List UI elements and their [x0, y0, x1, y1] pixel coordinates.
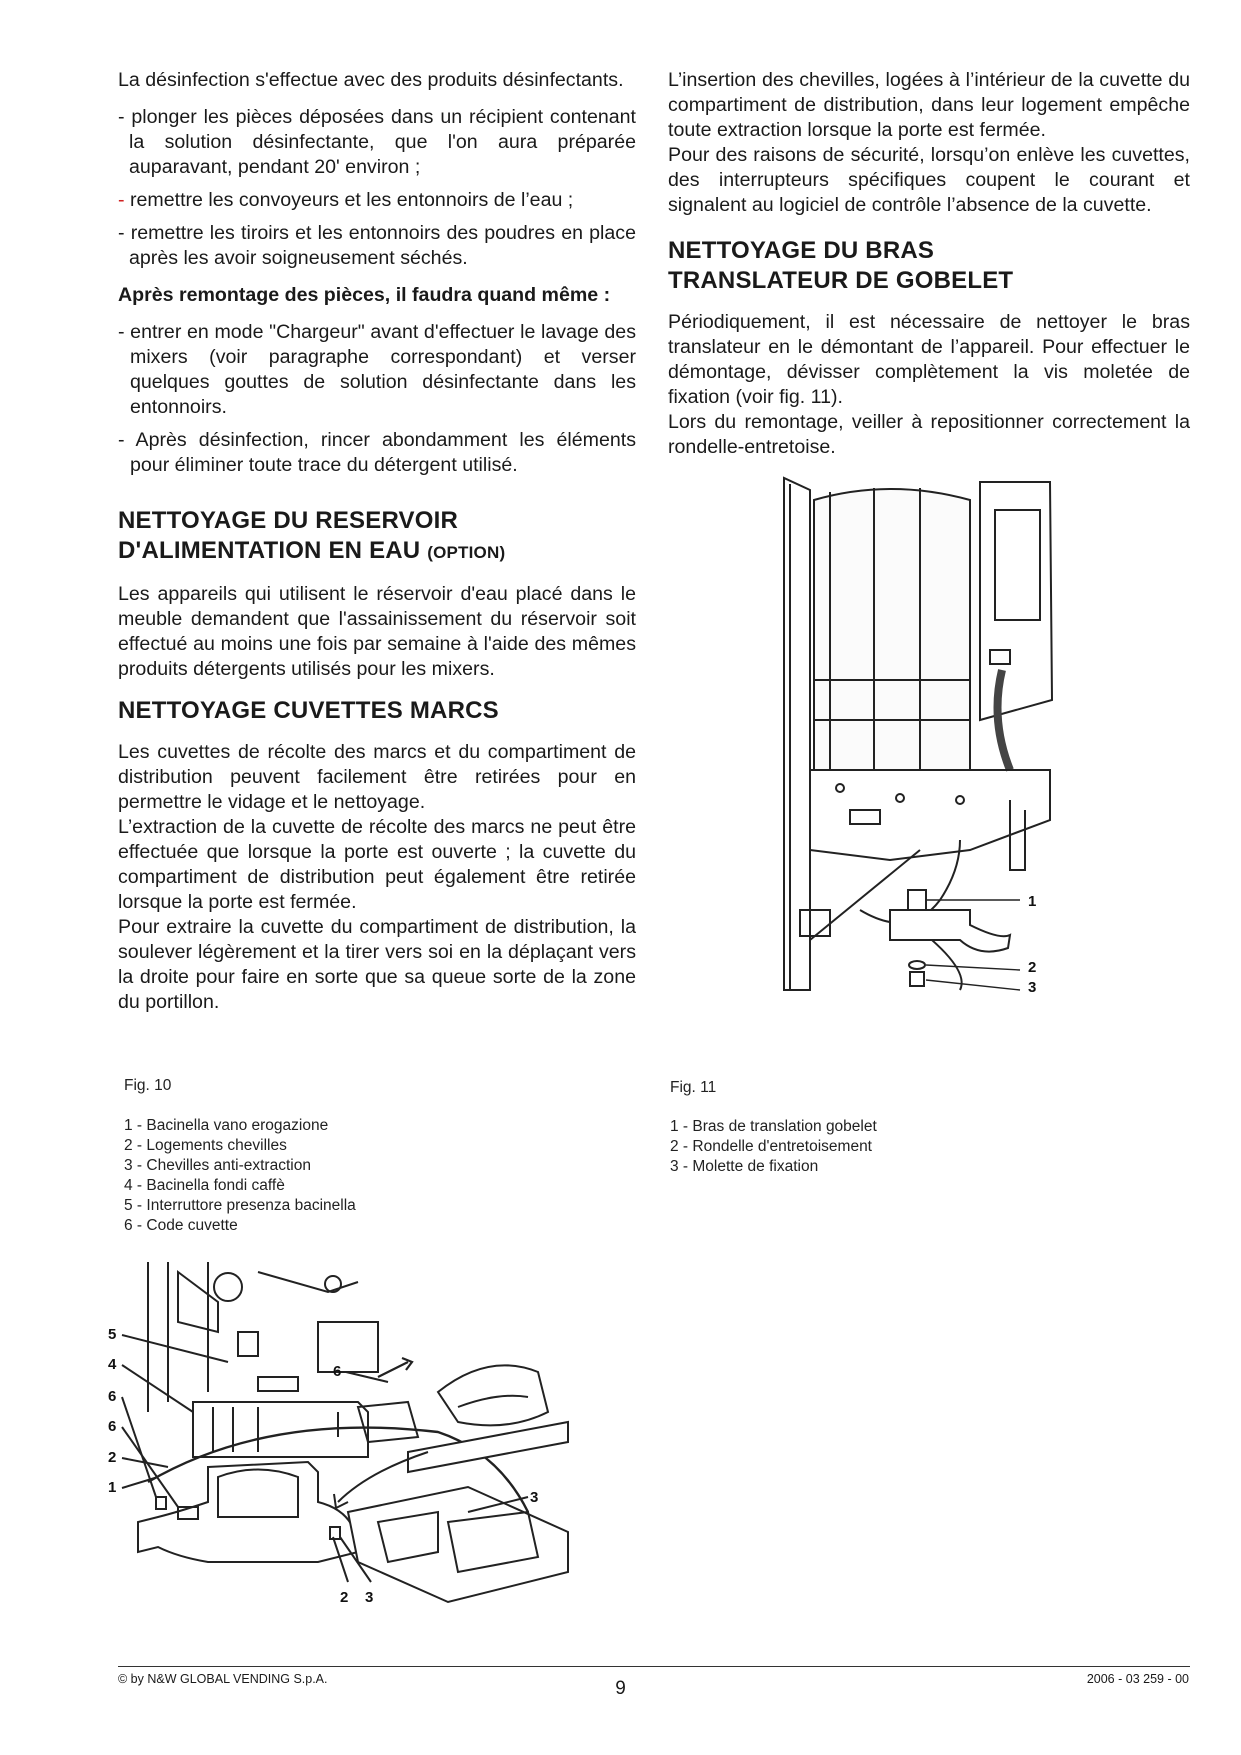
- page-number: 9: [615, 1678, 626, 1699]
- fig11-legend-item: 3 - Molette de fixation: [670, 1158, 819, 1175]
- fig10-legend-item: 5 - Interruttore presenza bacinella: [124, 1197, 356, 1214]
- reservoir-body: Les appareils qui utilisent le réservoir d'eau placé dans le meuble demandent que l'assainissement du réservoir soit effectué au moins une fois par semaine à l'aide des mêmes produits détergents utilisés pour les mixers.: [118, 583, 636, 680]
- footer-copyright: © by N&W GLOBAL VENDING S.p.A.: [118, 1672, 328, 1686]
- after-bullet-chargeur: - entrer en mode "Chargeur" avant d'effectuer le lavage des mixers (voir paragraphe correspondant) et verser quelques gouttes de solution désinfectante dans les entonnoirs.: [118, 321, 636, 418]
- cuvettes-paragraph-2: L’extraction de la cuvette de récolte des marcs ne peut être effectuée que lorsque la porte est ouverte ; la cuvette du compartiment de distribution peut également être retirée lorsque la porte est fermée.: [118, 816, 636, 913]
- fig10-legend: [124, 1116, 356, 1236]
- bullet-plonger: - plonger les pièces déposées dans un récipient contenant la solution désinfectante, que l'on aura préparée auparavant, pendant 20' environ ;: [118, 106, 636, 178]
- fig10-callout-6b: 6: [108, 1418, 117, 1435]
- document-code: 2006 - 03 259 - 00: [1086, 1672, 1189, 1686]
- left-column: [118, 68, 636, 1015]
- fig11-callout-3: 3: [1028, 979, 1037, 996]
- section-title-reservoir: NETTOYAGE DU RESERVOIR D'ALIMENTATION EN EAU (OPTION): [118, 507, 506, 564]
- fig11-illustration: [770, 470, 1100, 1000]
- bras-paragraph-2: Lors du remontage, veiller à repositionner correctement la rondelle-entretoise.: [668, 411, 1190, 458]
- fig10-illustration: [108, 1262, 648, 1632]
- cuvettes-paragraph-1: Les cuvettes de récolte des marcs et du compartiment de distribution peuvent facilement être retirées pour en permettre le vidage et le nettoyage.: [118, 741, 636, 813]
- fig11-caption: Fig. 11: [670, 1079, 717, 1096]
- fig10-legend-item: 1 - Bacinella vano erogazione: [124, 1117, 329, 1134]
- bullet-remettre-convoyeurs: - remettre les convoyeurs et les entonnoirs de l’eau ;: [118, 189, 574, 211]
- after-heading: Après remontage des pièces, il faudra quand même :: [118, 284, 611, 306]
- fig10-callout-2-bottom: 2: [340, 1589, 349, 1606]
- fig10-legend-item: 3 - Chevilles anti-extraction: [124, 1157, 311, 1174]
- cup-arm-drawing: [770, 470, 1100, 1000]
- section-title-cuvettes: NETTOYAGE CUVETTES MARCS: [118, 697, 499, 724]
- fig11-legend-item: 1 - Bras de translation gobelet: [670, 1118, 877, 1135]
- fig11-callout-1: 1: [1028, 893, 1037, 910]
- right-paragraph-2: Pour des raisons de sécurité, lorsqu’on enlève les cuvettes, des interrupteurs spécifiques coupent le courant et signalent au logiciel de contrôle l’absence de la cuvette.: [668, 144, 1190, 216]
- fig10-callout-3-bottom: 3: [365, 1589, 374, 1606]
- bullet-remettre-tiroirs: - remettre les tiroirs et les entonnoirs des poudres en place après les avoir soigneusement séchés.: [118, 222, 636, 269]
- fig10-legend-item: 4 - Bacinella fondi caffè: [124, 1177, 285, 1194]
- fig11-callout-2: 2: [1028, 959, 1037, 976]
- footer-divider: [118, 1666, 1190, 1667]
- option-label: (OPTION): [427, 543, 506, 562]
- intro-paragraph: La désinfection s'effectue avec des produits désinfectants.: [118, 69, 624, 91]
- fig10-callout-4: 4: [108, 1356, 117, 1373]
- fig11-legend-item: 2 - Rondelle d'entretoisement: [670, 1138, 872, 1155]
- right-paragraph-1: L’insertion des chevilles, logées à l’intérieur de la cuvette du compartiment de distribution, dans leur logement empêche toute extraction lorsque la porte est fermée.: [668, 69, 1190, 141]
- fig11-legend: [670, 1117, 877, 1177]
- right-column: [668, 68, 1190, 460]
- fig10-caption: Fig. 10: [124, 1077, 172, 1094]
- fig10-legend-item: 6 - Code cuvette: [124, 1217, 238, 1234]
- bras-paragraph-1: Périodiquement, il est nécessaire de nettoyer le bras translateur en le démontant de l’appareil. Pour effectuer le démontage, dévisser complètement la vis moletée de fixation (voir fig. 11).: [668, 311, 1190, 408]
- cuvettes-drawing: [108, 1262, 648, 1632]
- section-title-bras: NETTOYAGE DU BRAS TRANSLATEUR DE GOBELET: [668, 237, 1014, 294]
- after-bullet-rincer: - Après désinfection, rincer abondamment les éléments pour éliminer toute trace du détergent utilisé.: [118, 429, 636, 476]
- fig10-callout-1: 1: [108, 1479, 117, 1496]
- fig10-callout-3-right: 3: [530, 1489, 539, 1506]
- red-dash: -: [118, 189, 125, 211]
- fig10-callout-6-right: 6: [333, 1363, 342, 1380]
- cuvettes-paragraph-3: Pour extraire la cuvette du compartiment de distribution, la soulever légèrement et la tirer vers soi en la déplaçant vers la droite pour faire en sorte que sa queue sorte de la zone du portillon.: [118, 916, 636, 1013]
- fig10-legend-item: 2 - Logements chevilles: [124, 1137, 287, 1154]
- fig10-callout-6: 6: [108, 1388, 117, 1405]
- fig10-callout-2: 2: [108, 1449, 117, 1466]
- fig10-callout-5: 5: [108, 1326, 117, 1343]
